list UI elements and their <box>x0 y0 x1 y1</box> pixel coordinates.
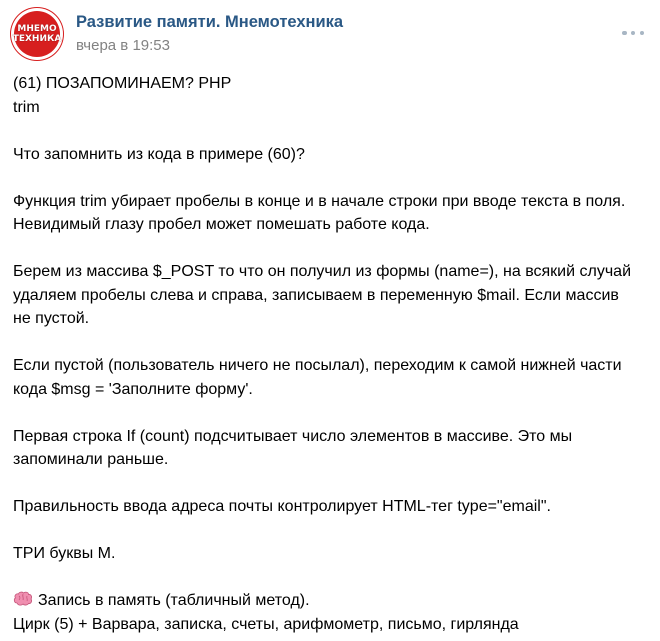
post-text <box>13 72 653 636</box>
brain-icon <box>13 591 33 607</box>
paragraph-3-line-2: кода $msg = 'Заполните форму'. <box>13 380 253 398</box>
memory-heading-line <box>13 589 653 613</box>
post-date-link[interactable]: вчера в 19:53 <box>76 37 170 54</box>
paragraph-3-line-1: Если пустой (пользователь ничего не посылал), переходим к самой нижней части <box>13 357 622 374</box>
post-header <box>0 0 660 72</box>
more-horizontal-icon[interactable] <box>622 30 644 36</box>
memory-heading: Запись в память (табличный метод). <box>38 592 310 609</box>
paragraph-1-line-1: Функция trim убирает пробелы в конце и в начале строки при вводе текста в поля. <box>13 192 626 210</box>
paragraph-2-line-2: удаляем пробелы слева и справа, записываем в переменную $mail. Если массив <box>13 286 619 304</box>
paragraph-4-line-2: запоминали раньше. <box>13 451 169 468</box>
avatar-text-line2: ТЕХНИКА <box>12 34 62 44</box>
paragraph-4-line-1: Первая строка If (count) подсчитывает число элементов в массиве. Это мы <box>13 427 573 445</box>
avatar-text-line1: МНЕМО <box>17 24 57 34</box>
post-question: Что запомнить из кода в примере (60)? <box>13 145 305 163</box>
post-title: (61) ПОЗАПОМИНАЕМ? PHP <box>13 75 232 92</box>
memory-line: Цирк (5) + Варвара, записка, счеты, арифмометр, письмо, гирлянда <box>13 615 519 633</box>
community-name-link[interactable]: Развитие памяти. Мнемотехника <box>76 13 344 31</box>
paragraph-1-line-2: Невидимый глазу пробел может помешать работе кода. <box>13 216 430 233</box>
paragraph-6-line-1: ТРИ буквы М. <box>13 545 116 562</box>
community-avatar[interactable] <box>11 8 63 60</box>
paragraph-5-line-1: Правильность ввода адреса почты контролирует HTML-тег type="email". <box>13 498 551 515</box>
paragraph-2-line-3: не пустой. <box>13 310 90 327</box>
post-subtitle: trim <box>13 98 40 116</box>
paragraph-2-line-1: Берем из массива $_POST то что он получил из формы (name=), на всякий случай <box>13 263 632 280</box>
